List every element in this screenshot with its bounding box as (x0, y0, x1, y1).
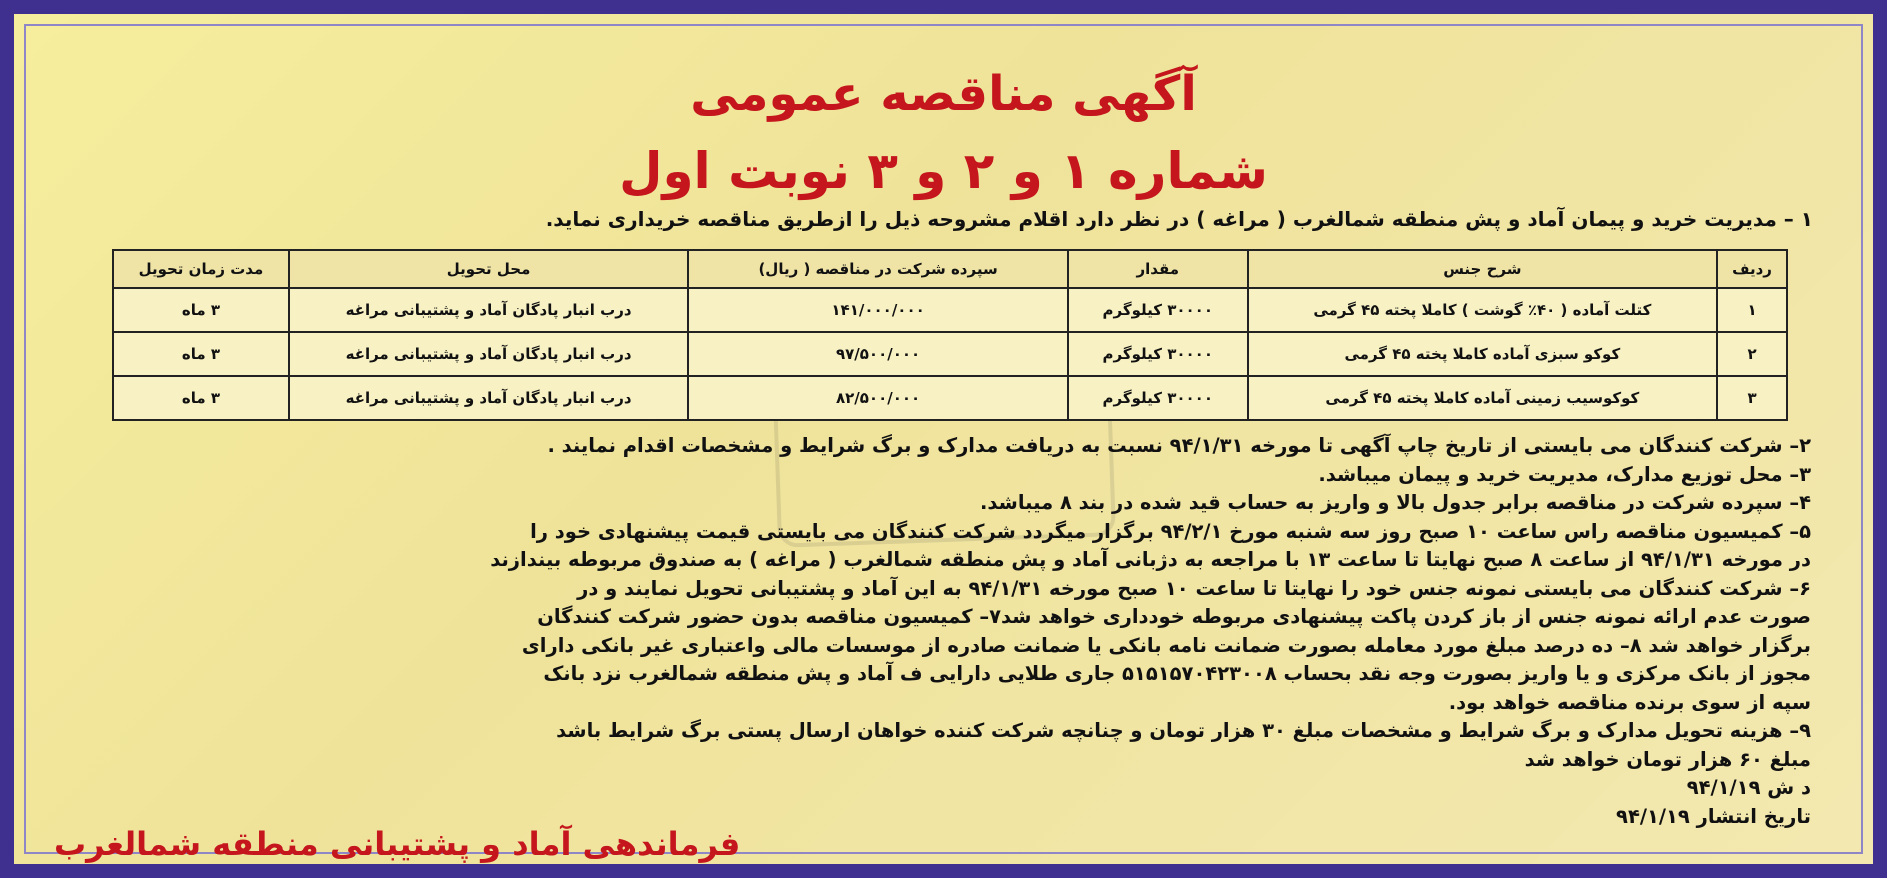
condition-line: ۶– شرکت کنندگان می بایستی نمونه جنس خود را نهایتا تا ساعت ۱۰ صبح مورخه ۹۴/۱/۳۱ به این آماد و پشتیبانی تحویل نمایند و در (577, 576, 1811, 600)
condition-line: ۹– هزینه تحویل مدارک و برگ شرایط و مشخصات مبلغ ۳۰ هزار تومان و چنانچه شرکت کننده خواهان ارسال پستی برگ شرایط باشد (556, 719, 1811, 742)
table-cell: کتلت آماده ( ۴۰٪ گوشت ) کاملا پخته ۴۵ گرمی (1248, 288, 1717, 332)
issuer-signature: فرماندهی آماد و پشتیبانی منطقه شمالغرب (54, 825, 741, 863)
condition-line: ۵– کمیسیون مناقصه راس ساعت ۱۰ صبح روز سه شنبه مورخ ۹۴/۲/۱ برگزار میگردد شرکت کنندگان می بایستی قیمت پیشنهادی خود را (530, 519, 1811, 543)
intro-paragraph: ۱ – مدیریت خرید و پیمان آماد و پش منطقه شمالغرب ( مراغه ) در نظر دارد اقلام مشروحه ذیل را ازطریق مناقصه خریداری نماید. (545, 207, 1813, 231)
condition-line: مجوز از بانک مرکزی و یا واریز بصورت وجه نقد بحساب ۵۱۵۱۵۷۰۴۲۳۰۰۸ جاری طلایی دارایی ف آماد و پش منطقه شمالغرب نزد بانک (543, 662, 1811, 685)
table-cell: کوکو سبزی آماده کاملا پخته ۴۵ گرمی (1248, 332, 1717, 376)
table-cell: ۳ ماه (113, 288, 289, 332)
table-cell: ۳ (1717, 376, 1787, 420)
table-cell: ۳۰۰۰۰ کیلوگرم (1068, 288, 1248, 332)
table-cell: ۹۷/۵۰۰/۰۰۰ (688, 332, 1068, 376)
col-header: شرح جنس (1248, 250, 1717, 288)
condition-line: مبلغ ۶۰ هزار تومان خواهد شد (1524, 747, 1811, 771)
condition-line: در مورخه ۹۴/۱/۳۱ از ساعت ۸ صبح نهایتا تا ساعت ۱۳ با مراجعه به دژبانی آماد و پش منطقه شمالغرب ( مراغه ) به صندوق مربوطه بیندازند (490, 548, 1811, 571)
condition-line: د ش ۹۴/۱/۱۹ (1686, 776, 1811, 799)
table-cell: ۳ ماه (113, 332, 289, 376)
condition-line: ۴– سپرده شرکت در مناقصه برابر جدول بالا و واریز به حساب قید شده در بند ۸ میباشد. (979, 491, 1811, 514)
table-row (113, 288, 1787, 332)
table-cell: درب انبار پادگان آماد و پشتیبانی مراغه (289, 332, 688, 376)
table-cell: ۸۲/۵۰۰/۰۰۰ (688, 376, 1068, 420)
table-cell: درب انبار پادگان آماد و پشتیبانی مراغه (289, 288, 688, 332)
condition-line: ۳– محل توزیع مدارک، مدیریت خرید و پیمان میباشد. (1318, 462, 1811, 486)
table-cell: ۳۰۰۰۰ کیلوگرم (1068, 376, 1248, 420)
condition-line: برگزار خواهد شد ۸– ده درصد مبلغ مورد معامله بصورت ضمانت نامه بانکی یا ضمانت صادره از موسسات مالی واعتباری غیر بانکی دارای (521, 633, 1811, 657)
publish-date: تاریخ انتشار ۹۴/۱/۱۹ (1616, 804, 1811, 828)
col-header: محل تحویل (289, 250, 688, 288)
table-cell: ۱ (1717, 288, 1787, 332)
table-row (113, 376, 1787, 420)
condition-line: صورت عدم ارائه نمونه جنس از باز کردن پاکت پیشنهادی مربوطه خودداری خواهد شد۷– کمیسیون مناقصه بدون حضور شرکت کنندگان (537, 605, 1811, 628)
table-cell: کوکوسیب زمینی آماده کاملا پخته ۴۵ گرمی (1248, 376, 1717, 420)
condition-line: سپه از سوی برنده مناقصه خواهد بود. (1448, 690, 1811, 714)
ad-subtitle: شماره ۱ و ۲ و ۳ نوبت اول (619, 142, 1268, 200)
table-header-row (113, 250, 1787, 288)
items-table (112, 249, 1788, 421)
condition-line: ۲– شرکت کنندگان می بایستی از تاریخ چاپ آگهی تا مورخه ۹۴/۱/۳۱ نسبت به دریافت مدارک و برگ شرایط و مشخصات اقدام نمایند . (547, 434, 1811, 457)
table-row (113, 332, 1787, 376)
table-cell: ۱۴۱/۰۰۰/۰۰۰ (688, 288, 1068, 332)
table-cell: درب انبار پادگان آماد و پشتیبانی مراغه (289, 376, 688, 420)
col-header: ردیف (1717, 250, 1787, 288)
col-header: سپرده شرکت در مناقصه ( ریال) (688, 250, 1068, 288)
table-cell: ۳ ماه (113, 376, 289, 420)
conditions-text (51, 432, 1811, 831)
table-cell: ۲ (1717, 332, 1787, 376)
col-header: مدت زمان تحویل (113, 250, 289, 288)
table-cell: ۳۰۰۰۰ کیلوگرم (1068, 332, 1248, 376)
col-header: مقدار (1068, 250, 1248, 288)
ad-title: آگهی مناقصه عمومی (690, 66, 1197, 122)
